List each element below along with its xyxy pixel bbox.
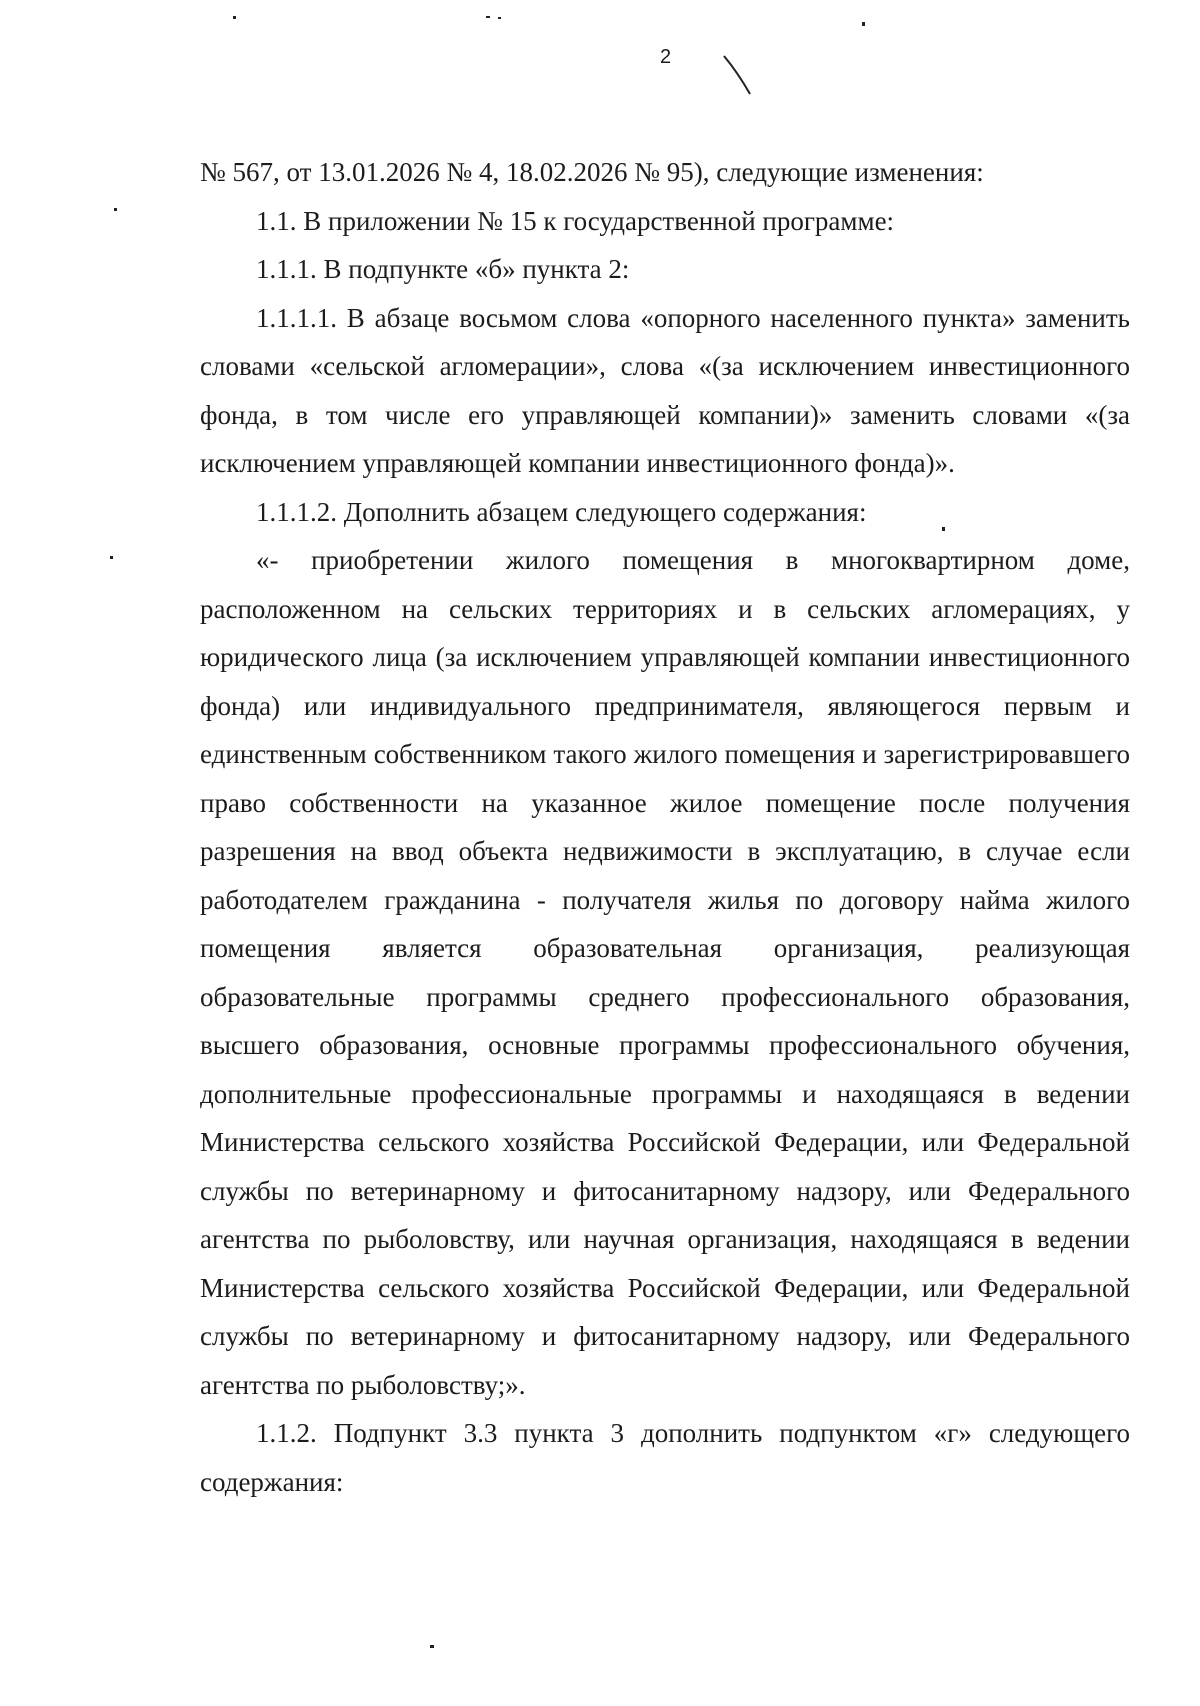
- scan-speck: [486, 16, 490, 18]
- paragraph-1-1-2: 1.1.2. Подпункт 3.3 пункта 3 дополнить подпунктом «г» следующего содержания:: [200, 1418, 1130, 1497]
- paragraph-1-1-1: 1.1.1. В подпункте «б» пункта 2:: [256, 254, 630, 284]
- paragraph-1-1: 1.1. В приложении № 15 к государственной программе:: [256, 205, 895, 236]
- scan-speck: [110, 556, 113, 559]
- scan-speck: [862, 22, 865, 26]
- document-body: [200, 148, 1130, 1506]
- paragraph-1-1-1-2: 1.1.1.2. Дополнить абзацем следующего содержания:: [256, 496, 867, 527]
- paragraph-1-1-1-1: 1.1.1.1. В абзаце восьмом слова «опорного населенного пункта» заменить словами «сельской агломерации», слова «(за исключением инвестиционного фонда, в том числе его управляющей компании)» заменить словами «(за исключением управляющей компании инвестиционного фонда)».: [200, 302, 1130, 478]
- scan-speck: [233, 16, 236, 19]
- scan-speck: [498, 17, 501, 19]
- scan-speck: [430, 1645, 434, 1648]
- pen-stroke-mark: [720, 50, 760, 100]
- scan-speck: [114, 208, 117, 211]
- paragraph-quoted-addition: «- приобретении жилого помещения в многоквартирном доме, расположенном на сельских территориях и в сельских агломерациях, у юридического лица (за исключением управляющей компании инвестиционного фонда) или индивидуального предпринимателя, являющегося первым и единственным собственником такого жилого помещения и зарегистрировавшего право собственности на указанное жилое помещение после получения разрешения на ввод объекта недвижимости в эксплуатацию, в случае если работодателем гражданина - получателя жилья по договору найма жилого помещения является образовательная организация, реализующая образовательные программы среднего профессионального образования, высшего образования, основные программы профессионального обучения, дополнительные профессиональные программы и находящаяся в ведении Министерства сельского хозяйства Российской Федерации, или Федеральной службы по ветеринарному и фитосанитарному надзору, или Федерального агентства по рыболовству, или научная организация, находящаяся в ведении Министерства сельского хозяйства Российской Федерации, или Федеральной службы по ветеринарному и фитосанитарному надзору, или Федерального агентства по рыболовству;».: [200, 545, 1130, 1400]
- page-number: 2: [660, 46, 672, 68]
- paragraph-amendment-intro: № 567, от 13.01.2026 № 4, 18.02.2026 № 95), следующие изменения:: [200, 157, 984, 187]
